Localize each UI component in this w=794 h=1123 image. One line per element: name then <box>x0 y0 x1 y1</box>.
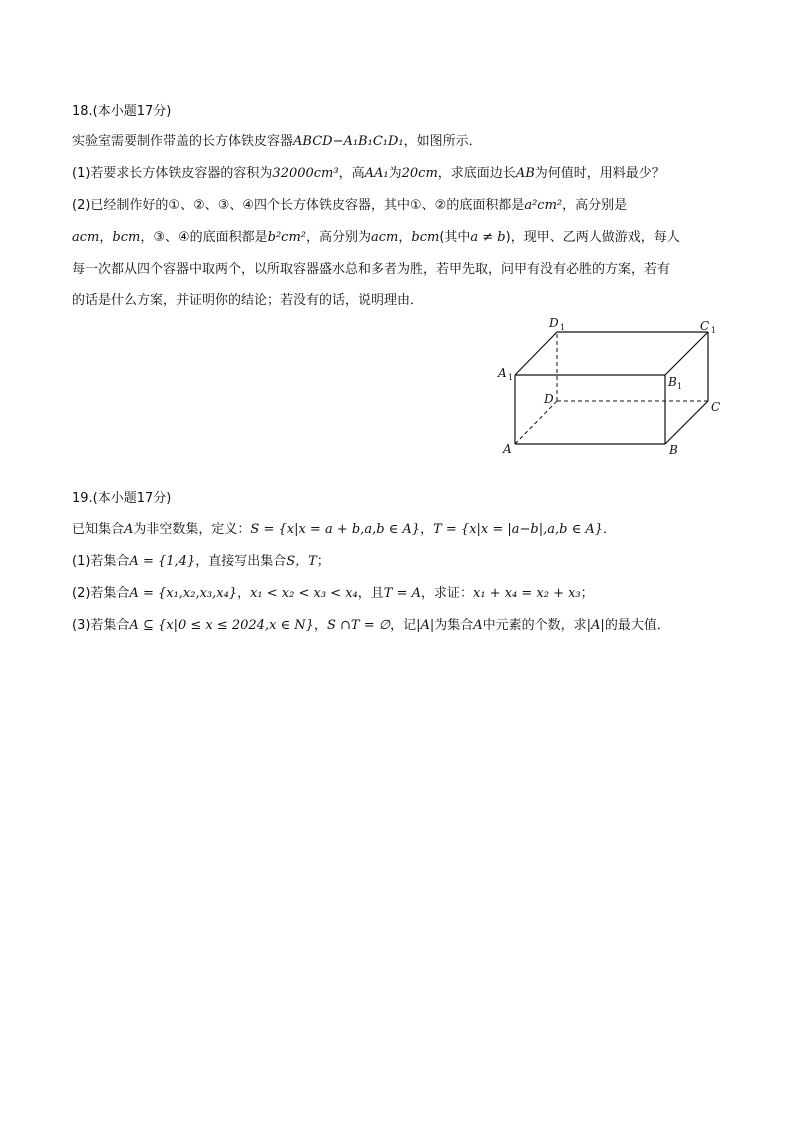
def-text-b: 为非空数集，定义： <box>133 522 251 537</box>
q19-part1-st-math: S，T <box>286 554 317 569</box>
q19-part3-set-math: A ⊆ {x|0 ≤ x ≤ 2024,x ∈ N} <box>129 618 314 633</box>
q19-part1-set-math: A = {1,4} <box>129 554 196 569</box>
q19-part3-text-f: 的最大值． <box>604 618 670 633</box>
label-a: A <box>503 442 512 456</box>
height-acm-math: acm <box>72 230 100 245</box>
set-t-definition-math: T = {x|x = |a−b|,a,b ∈ A} <box>433 522 604 537</box>
label-c: C <box>711 400 721 414</box>
q19-part2-text-e: ； <box>580 586 594 601</box>
q19-part2-cond-math: T = A <box>383 586 421 601</box>
separator-2: ， <box>398 230 412 245</box>
problem-19-header: 19.(本小题17分) <box>72 491 172 506</box>
q19-part2-text-a: (2)若集合 <box>72 586 130 601</box>
problem-19-part1 <box>72 553 330 571</box>
part2-text-c: ，③、④的底面积都是 <box>140 230 268 245</box>
height-value-math: 20cm <box>401 166 438 181</box>
part2-text-b: ，高分别是 <box>562 198 628 213</box>
part2-text-a: (2)已经制作好的①、②、③、④四个长方体铁皮容器，其中①、②的底面积都是 <box>72 198 525 213</box>
problem-19-definition <box>72 521 616 539</box>
problem-18-part1 <box>72 165 665 183</box>
def-end: ． <box>603 522 617 537</box>
height-bcm-math-2: bcm <box>411 230 440 245</box>
edge-a1-d1 <box>515 332 557 375</box>
height-acm-math-2: acm <box>371 230 399 245</box>
q19-part3-set-a-math: A <box>473 618 483 633</box>
problem-18-header: 18.(本小题17分) <box>72 104 172 119</box>
q19-part1-text-a: (1)若集合 <box>72 554 130 569</box>
q19-part3-card2-math: |A| <box>586 618 605 633</box>
q19-part1-text-c: ； <box>316 554 330 569</box>
q19-part3-text-d: 为集合 <box>434 618 474 633</box>
q19-part3-text-b: ， <box>313 618 327 633</box>
label-c1: C <box>700 319 710 333</box>
label-d: D <box>544 392 554 406</box>
q19-part3-text-e: 中元素的个数，求 <box>482 618 587 633</box>
problem-18-part2-line1 <box>72 197 627 215</box>
edge-b-c <box>665 401 708 444</box>
set-s-definition-math: S = {x|x = a + b,a,b ∈ A} <box>250 522 421 537</box>
problem-18-part2-line4: 的话是什么方案，并证明你的结论；若没有的话，说明理由． <box>72 293 424 308</box>
part2-text-e: (其中 <box>439 230 471 245</box>
q19-part2-set-math: A = {x₁,x₂,x₃,x₄} <box>129 586 238 601</box>
edge-a-d-hidden <box>515 401 557 444</box>
label-c1-sub: 1 <box>711 326 717 335</box>
height-bcm-math: bcm <box>112 230 141 245</box>
q19-part2-text-b: ， <box>237 586 251 601</box>
part2-text-f: )，现甲、乙两人做游戏，每人 <box>505 230 680 245</box>
q19-part3-card-math: |A| <box>416 618 435 633</box>
area-a-math: a²cm² <box>524 198 563 213</box>
problem-18-part2-line2 <box>72 229 680 247</box>
label-b1: B <box>668 375 677 389</box>
height-edge-math: AA₁ <box>364 166 389 181</box>
edge-b1-c1 <box>665 332 708 375</box>
part1-text-a: (1)若要求长方体铁皮容器的容积为 <box>72 166 273 181</box>
volume-math: 32000cm³ <box>272 166 339 181</box>
problem-18-intro <box>72 133 482 151</box>
def-text-a: 已知集合 <box>72 522 125 537</box>
q19-part3-text-c: ，记 <box>390 618 417 633</box>
set-a-math: A <box>124 522 134 537</box>
problem-19-part2 <box>72 585 594 603</box>
separator: ， <box>99 230 113 245</box>
q19-part3-text-a: (3)若集合 <box>72 618 130 633</box>
label-d1-sub: 1 <box>560 323 566 332</box>
q19-part2-text-d: ，求证： <box>420 586 473 601</box>
label-b: B <box>669 443 678 457</box>
problem-18-part2-line3: 每一次都从四个容器中取两个，以所取容器盛水总和多者为胜，若甲先取，问甲有没有必胜的方案，若有 <box>72 262 671 277</box>
area-b-math: b²cm² <box>267 230 306 245</box>
label-d1: D <box>549 316 559 330</box>
label-a1: A <box>498 366 507 380</box>
edge-ab-math: AB <box>515 166 535 181</box>
part1-text-e: 为何值时，用料最少？ <box>534 166 665 181</box>
q19-part1-text-b: ，直接写出集合 <box>195 554 287 569</box>
q19-part2-order-math: x₁ < x₂ < x₃ < x₄ <box>250 586 358 601</box>
problem-19-part3 <box>72 617 670 635</box>
part1-text-c: 为 <box>388 166 402 181</box>
container-name-math: ABCD−A₁B₁C₁D₁ <box>293 134 404 149</box>
intro-text: 实验室需要制作带盖的长方体铁皮容器 <box>72 134 294 149</box>
q19-part2-text-c: ，且 <box>357 586 384 601</box>
intro-text-end: ，如图所示． <box>403 134 482 149</box>
neq-math: a ≠ b <box>470 230 506 245</box>
part2-text-d: ，高分别为 <box>305 230 371 245</box>
label-a1-sub: 1 <box>508 373 514 382</box>
label-b1-sub: 1 <box>677 382 683 391</box>
part1-text-d: ，求底面边长 <box>437 166 516 181</box>
cuboid-figure <box>495 312 730 462</box>
q19-part2-eq-math: x₁ + x₄ = x₂ + x₃ <box>473 586 581 601</box>
q19-part3-cap-math: S ∩T = ∅ <box>326 618 391 633</box>
def-separator: ， <box>420 522 434 537</box>
part1-text-b: ，高 <box>338 166 365 181</box>
